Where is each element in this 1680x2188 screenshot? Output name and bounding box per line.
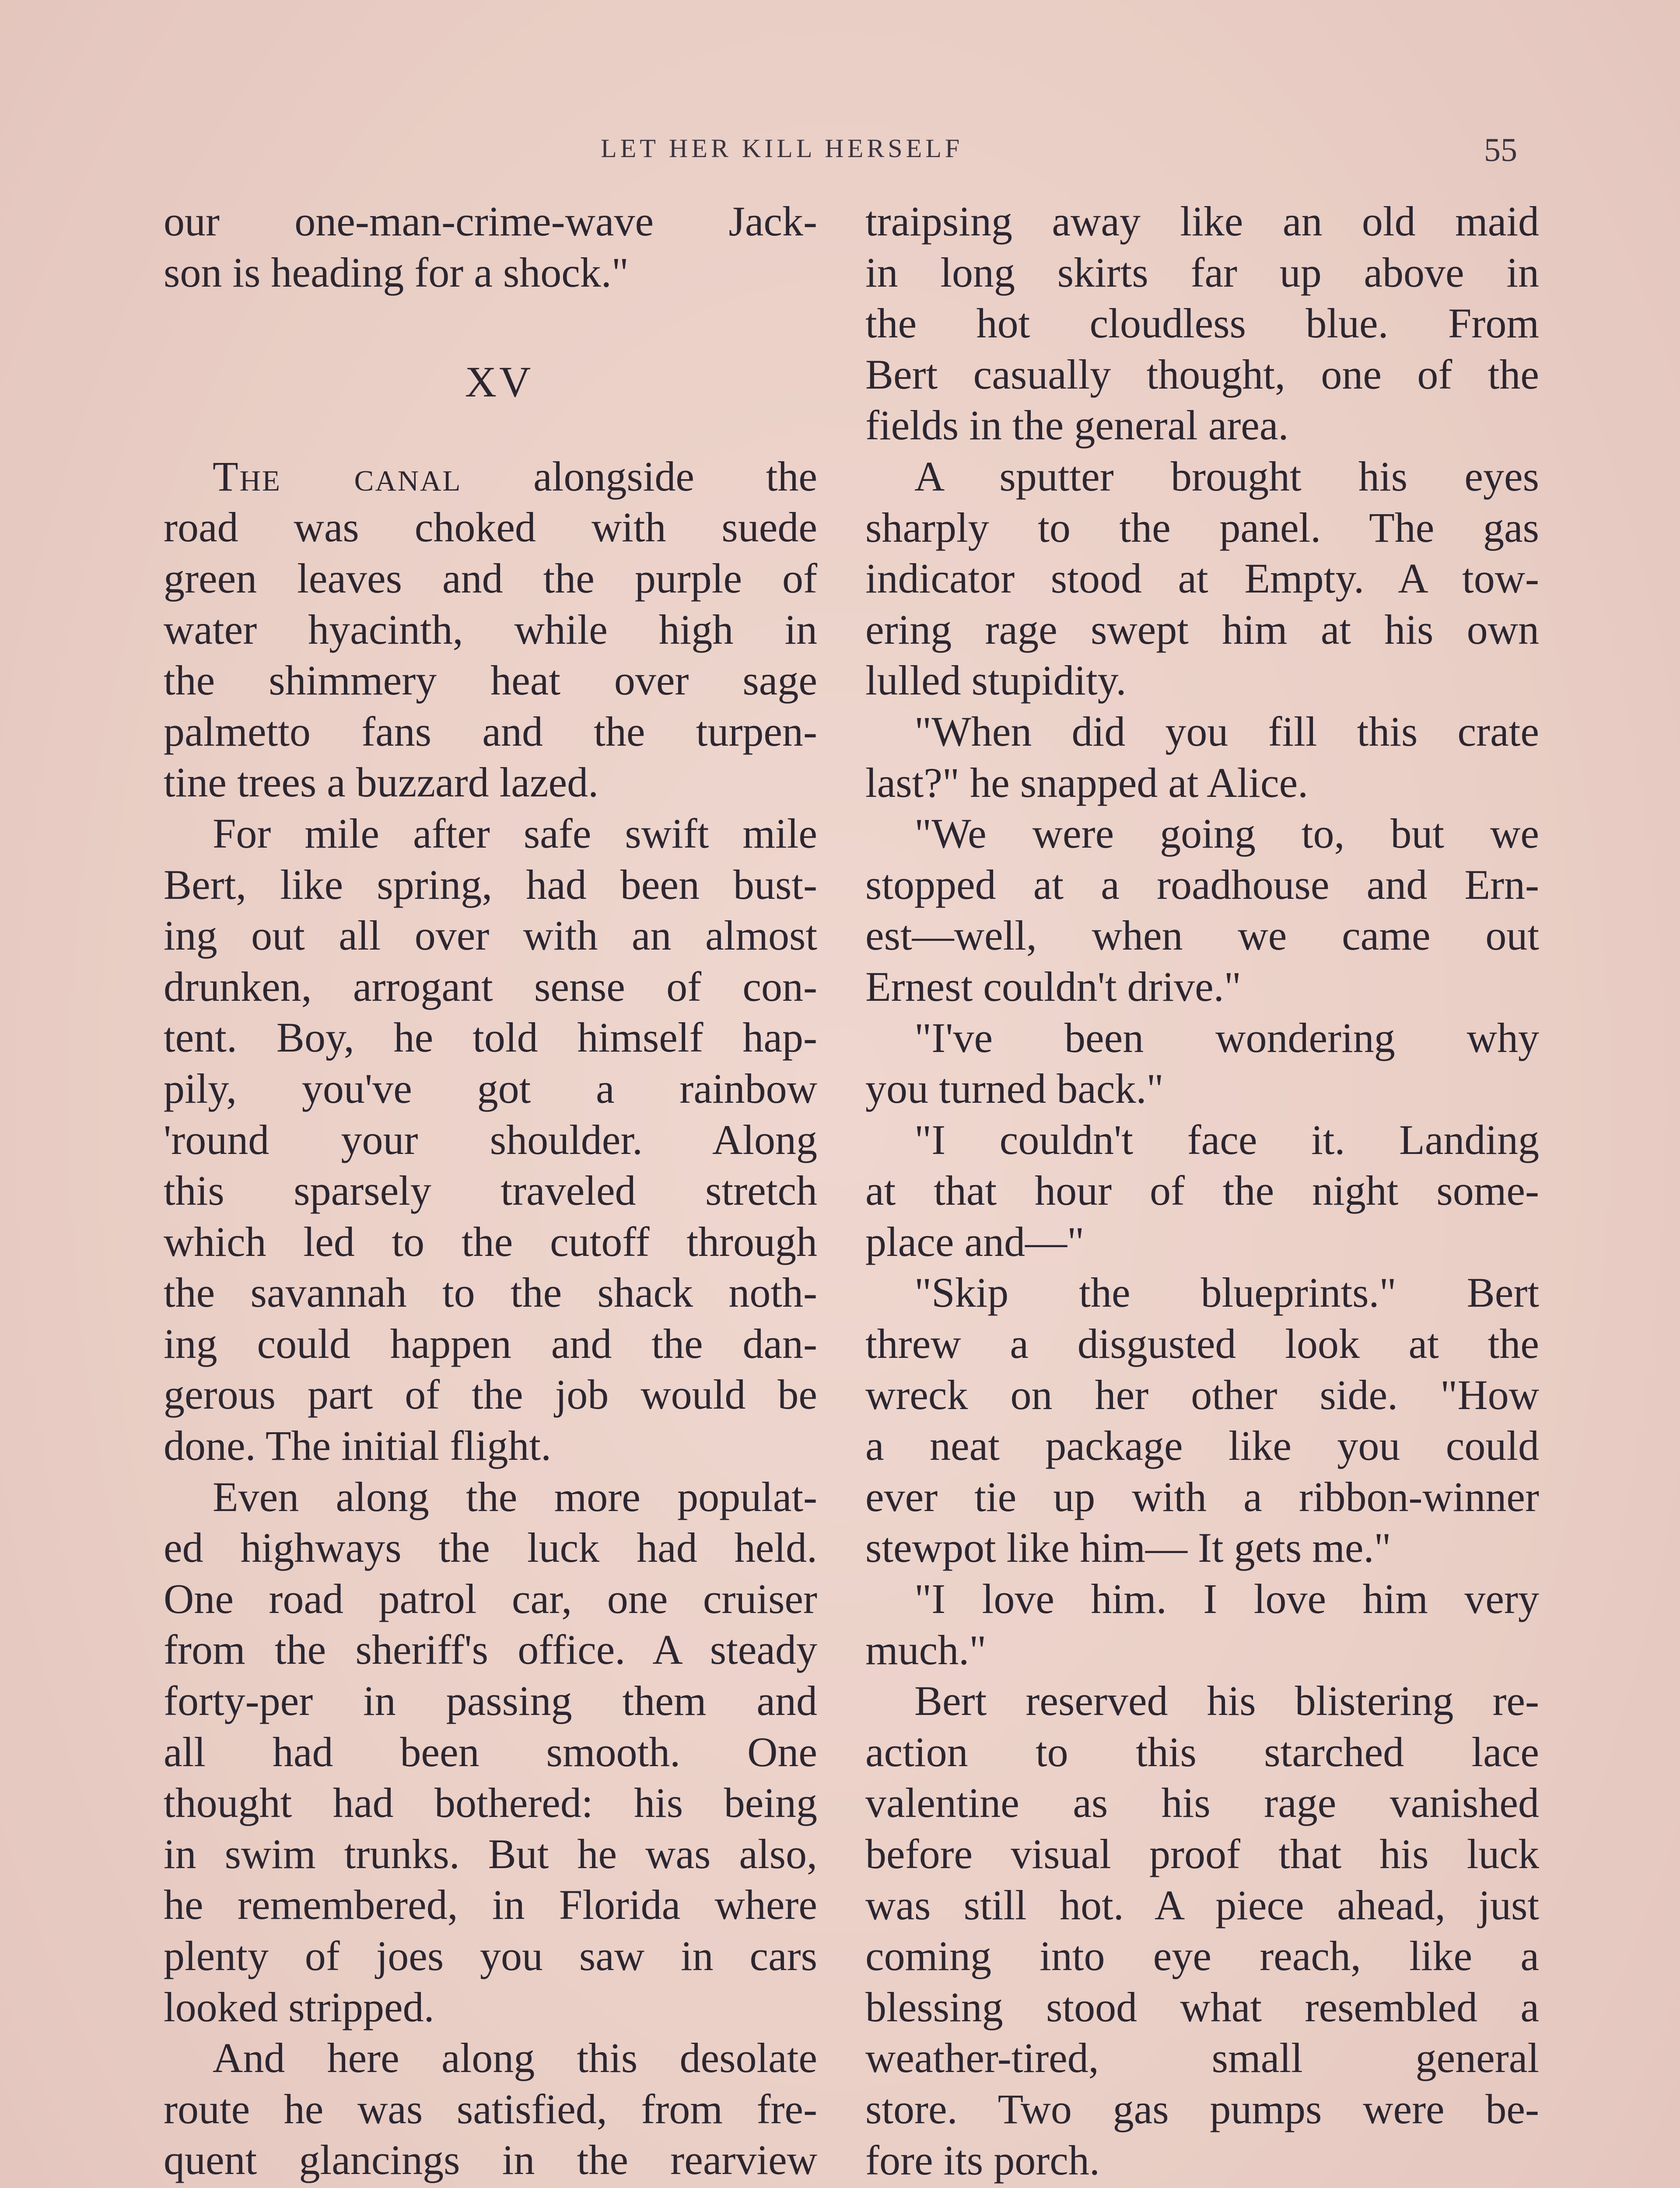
text-line: And here along this desolate [213, 2034, 817, 2082]
text-line: quent glancings in the rearview [164, 2136, 817, 2184]
text-line: "I've been wondering why [914, 1014, 1539, 1061]
page-number: 55 [1484, 132, 1517, 168]
text-line: looked stripped. [164, 1983, 434, 2030]
text-line: "We were going to, but we [914, 810, 1539, 857]
small-caps-lead: The canal [213, 452, 462, 500]
text-line: ering rage swept him at his own [865, 606, 1539, 653]
text-line: much." [865, 1626, 987, 1673]
text-line: Bert, like spring, had been bust- [164, 861, 817, 908]
left-column [164, 196, 817, 2188]
text-line: store. Two gas pumps were be- [865, 2085, 1539, 2132]
text-line: stopped at a roadhouse and Ern- [865, 861, 1539, 908]
text-line [865, 2186, 1539, 2188]
right-column [865, 196, 1539, 2188]
text-line: "When did you fill this crate [914, 708, 1539, 755]
text-line: fields in the general area. [865, 402, 1289, 449]
text-line: valentine as his rage vanished [865, 1779, 1539, 1827]
running-head: LET HER KILL HERSELF [601, 134, 963, 163]
text-line: fore its porch. [865, 2136, 1100, 2184]
text-line: from the sheriff's office. A steady [164, 1626, 817, 1673]
text-span: alongside the [462, 452, 817, 500]
text-line: "I love him. I love him very [914, 1575, 1539, 1623]
blank-line [164, 298, 817, 349]
chapter-heading: XV [465, 357, 534, 406]
text-line: lulled stupidity. [865, 657, 1127, 704]
text-line: which led to the cutoff through [164, 1218, 817, 1265]
text-line: son is heading for a shock." [164, 249, 629, 296]
text-line: stewpot like him— It gets me." [865, 1524, 1391, 1571]
text-line: the hot cloudless blue. From [865, 300, 1539, 347]
text-line: at that hour of the night some- [865, 1167, 1539, 1214]
text-line: threw a disgusted look at the [865, 1320, 1539, 1368]
text-line: water hyacinth, while high in [164, 606, 817, 653]
text-line: route he was satisfied, from fre- [164, 2085, 817, 2132]
text-line: a neat package like you could [865, 1422, 1539, 1469]
text-line: gerous part of the job would be [164, 1371, 817, 1418]
text-line: Bert reserved his blistering re- [914, 1677, 1539, 1725]
text-line: road was choked with suede [164, 504, 817, 551]
text-line: plenty of joes you saw in cars [164, 1932, 817, 1979]
text-line: he remembered, in Florida where [164, 1881, 817, 1929]
text-line: blessing stood what resembled a [865, 1983, 1539, 2030]
text-line: sharply to the panel. The gas [865, 504, 1539, 551]
text-line: Ernest couldn't drive." [865, 963, 1241, 1010]
text-line: green leaves and the purple of [164, 554, 817, 602]
text-line: thought had bothered: his being [164, 1779, 817, 1827]
text-line: tent. Boy, he told himself hap- [164, 1014, 817, 1061]
text-line: forty-per in passing them and [164, 1677, 817, 1725]
text-line: ing out all over with an almost [164, 912, 817, 959]
text-line: done. The initial flight. [164, 1422, 552, 1469]
text-line: ed highways the luck had held. [164, 1524, 817, 1571]
text-line: wreck on her other side. "How [865, 1371, 1539, 1418]
text-line: our one-man-crime-wave Jack- [164, 198, 817, 245]
text-line: this sparsely traveled stretch [164, 1167, 817, 1214]
text-line: One road patrol car, one cruiser [164, 1575, 817, 1622]
text-line: Bert casually thought, one of the [865, 351, 1539, 398]
text-line: 'round your shoulder. Along [164, 1116, 817, 1163]
text-line: ever tie up with a ribbon-winner [865, 1473, 1539, 1520]
text-line: traipsing away like an old maid [865, 198, 1539, 245]
text-line: A sputter brought his eyes [914, 452, 1539, 500]
text-line: For mile after safe swift mile [213, 810, 817, 857]
text-line: Even along the more populat- [213, 1473, 817, 1520]
text-line: in swim trunks. But he was also, [164, 1830, 817, 1877]
text-line: all had been smooth. One [164, 1728, 817, 1775]
text-line: was still hot. A piece ahead, just [865, 1881, 1539, 1929]
text-line: ing could happen and the dan- [164, 1320, 817, 1367]
text-line: coming into eye reach, like a [865, 1932, 1539, 1980]
text-line: palmetto fans and the turpen- [164, 708, 817, 755]
text-line: drunken, arrogant sense of con- [164, 963, 817, 1010]
text-line: in long skirts far up above in [865, 249, 1539, 296]
text-line: the savannah to the shack noth- [164, 1269, 817, 1316]
text-line: est—well, when we came out [865, 912, 1539, 959]
text-line [164, 2186, 817, 2188]
paragraph-first-line [164, 451, 817, 502]
text-line: before visual proof that his luck [865, 1830, 1539, 1877]
text-line: tine trees a buzzard lazed. [164, 759, 599, 806]
text-line: weather-tired, small general [865, 2034, 1539, 2082]
text-line: indicator stood at Empty. A tow- [865, 555, 1539, 602]
text-line: you turned back." [865, 1065, 1164, 1112]
text-line: last?" he snapped at Alice. [865, 759, 1309, 806]
text-line: place and—" [865, 1218, 1085, 1265]
text-line: action to this starched lace [865, 1728, 1539, 1775]
text-line: pily, you've got a rainbow [164, 1065, 817, 1112]
text-line: "I couldn't face it. Landing [914, 1116, 1539, 1163]
text-line: the shimmery heat over sage [164, 657, 817, 704]
text-line: "Skip the blueprints." Bert [914, 1269, 1539, 1316]
